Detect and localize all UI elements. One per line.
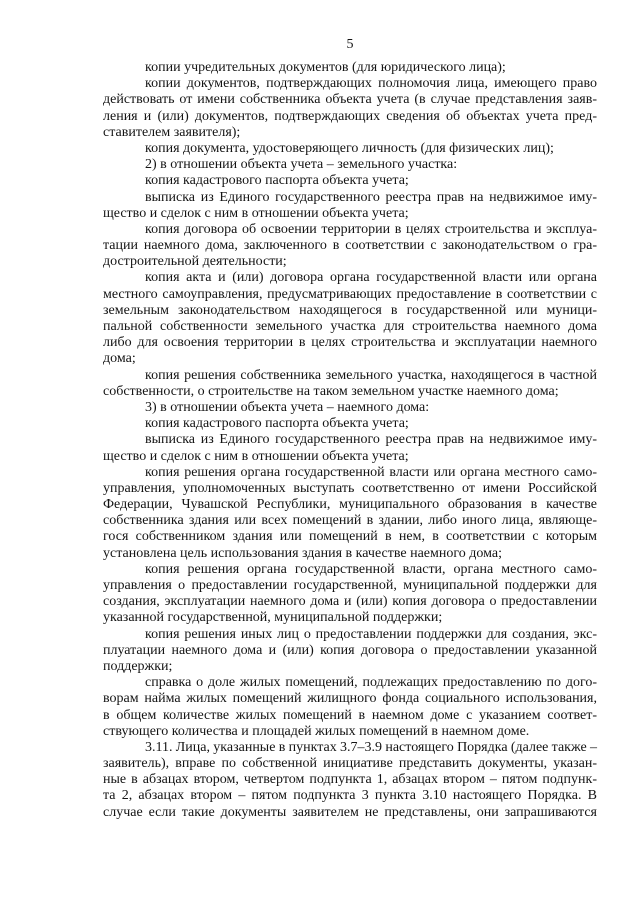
list-item-paragraph bbox=[103, 627, 597, 676]
text-line: ные в абзацах втором, четвертом подпункта 1, абзацах втором – пятом подпунк- bbox=[103, 772, 597, 788]
text-line: создания, эксплуатации наемного дома и (или) копия договора о предоставлении bbox=[103, 594, 597, 610]
text-line: выписка из Единого государственного реестра прав на недвижимое иму- bbox=[145, 189, 597, 205]
list-item-paragraph bbox=[103, 465, 597, 562]
list-item-paragraph bbox=[103, 270, 597, 367]
subsection-heading bbox=[103, 157, 597, 173]
text-line: копия акта и (или) договора органа государственной власти или органа bbox=[145, 270, 597, 286]
text-line: копия договора об освоении территории в целях строительства и эксплуа- bbox=[145, 221, 597, 237]
text-line: тации наемного дома, заключенного в соответствии с законодательством о гра- bbox=[103, 238, 597, 254]
list-item-paragraph bbox=[103, 416, 597, 432]
list-item-paragraph bbox=[103, 173, 597, 189]
text-line: справка о доле жилых помещений, подлежащих предоставлению по дого- bbox=[145, 675, 597, 691]
list-item-paragraph bbox=[103, 562, 597, 627]
list-item-paragraph bbox=[103, 76, 597, 141]
text-line: копия решения органа государственной власти или органа местного само- bbox=[145, 464, 597, 480]
list-item-paragraph bbox=[103, 675, 597, 740]
text-line: копия документа, удостоверяющего личность (для физических лиц); bbox=[145, 140, 554, 156]
list-item-paragraph bbox=[103, 60, 597, 76]
text-line: ворам найма жилых помещений жилищного фонда социального использования, bbox=[103, 691, 597, 707]
document-body bbox=[103, 60, 597, 821]
text-line: 3) в отношении объекта учета – наемного дома: bbox=[145, 399, 430, 415]
text-line: копия решения собственника земельного участка, находящегося в частной bbox=[145, 367, 597, 383]
text-line: либо для освоения территории в целях строительства и эксплуатации наемного bbox=[103, 335, 597, 351]
text-line: дома; bbox=[103, 351, 136, 367]
text-line: 2) в отношении объекта учета – земельного участка: bbox=[145, 157, 458, 173]
text-line: земельным законодательством находящегося в государственной или муници- bbox=[103, 302, 597, 318]
text-line: 3.11. Лица, указанные в пунктах 3.7–3.9 настоящего Порядка (далее также – bbox=[145, 739, 597, 755]
text-line: копия решения органа государственной власти, органа местного само- bbox=[145, 561, 597, 577]
text-line: щество и сделок с ним в отношении объекта учета; bbox=[103, 205, 409, 221]
text-line: собственника здания или всех помещений в здании, либо иного лица, являюще- bbox=[103, 513, 597, 529]
text-line: ствующего количества и площадей жилых помещений в наемном доме. bbox=[103, 723, 530, 739]
text-line: случае если такие документы заявителем не представлены, они запрашиваются bbox=[103, 804, 597, 820]
text-line: пальной собственности земельного участка для строительства наемного дома bbox=[103, 319, 597, 334]
text-line: в общем количестве жилых помещений в наемном доме с указанием соответ- bbox=[103, 707, 597, 723]
text-line: плуатации наемного дома и (или) копия договора о предоставлении указанной bbox=[103, 642, 597, 658]
text-line: поддержки; bbox=[103, 658, 173, 674]
page-number: 5 bbox=[346, 37, 354, 52]
text-line: ления и (или) документов, подтверждающих сведения об объектах учета пред- bbox=[103, 108, 597, 124]
list-item-paragraph bbox=[103, 368, 597, 400]
text-line: указанной государственной, муниципальной поддержки; bbox=[103, 610, 443, 626]
text-line: местного самоуправления, предусматривающих предоставление в соответствии с bbox=[103, 286, 597, 302]
list-item-paragraph bbox=[103, 222, 597, 271]
text-line: выписка из Единого государственного реестра прав на недвижимое иму- bbox=[145, 432, 597, 448]
text-line: копии документов, подтверждающих полномочия лица, имеющего право bbox=[145, 76, 597, 92]
text-line: собственности, о строительстве на таком земельном участке наемного дома; bbox=[103, 383, 559, 399]
text-line: копии учредительных документов (для юридического лица); bbox=[145, 60, 506, 75]
text-line: копия решения иных лиц о предоставлении поддержки для создания, экс- bbox=[145, 626, 597, 642]
text-line: Федерации, Чувашской Республики, муниципального образования в качестве bbox=[103, 497, 597, 513]
list-item-paragraph bbox=[103, 432, 597, 464]
text-line: копия кадастрового паспорта объекта учета; bbox=[145, 416, 409, 432]
list-item-paragraph bbox=[103, 141, 597, 157]
text-line: ставителем заявителя); bbox=[103, 124, 241, 140]
text-line: управления о предоставлении государственной, муниципальной поддержки для bbox=[103, 578, 597, 593]
list-item-paragraph bbox=[103, 190, 597, 222]
text-line: заявитель), вправе по собственной инициативе представить документы, указан- bbox=[103, 756, 597, 772]
text-line: гося собственником здания или помещений в нем, в соответствии с которым bbox=[103, 529, 597, 545]
text-line: та 2, абзацах втором – пятом подпункта 3 пункта 3.10 настоящего Порядка. В bbox=[103, 788, 597, 804]
text-line: достроительной деятельности; bbox=[103, 254, 287, 270]
text-line: копия кадастрового паспорта объекта учета; bbox=[145, 173, 409, 189]
text-line: установлена цель использования здания в качестве наемного дома; bbox=[103, 545, 502, 561]
text-line: щество и сделок с ним в отношении объекта учета; bbox=[103, 448, 409, 464]
text-line: управления, уполномоченных выступать соответственно от имени Российской bbox=[103, 480, 597, 496]
text-line: действовать от имени собственника объекта учета (в случае представления заяв- bbox=[103, 92, 597, 108]
clause-paragraph bbox=[103, 740, 597, 821]
subsection-heading bbox=[103, 400, 597, 416]
